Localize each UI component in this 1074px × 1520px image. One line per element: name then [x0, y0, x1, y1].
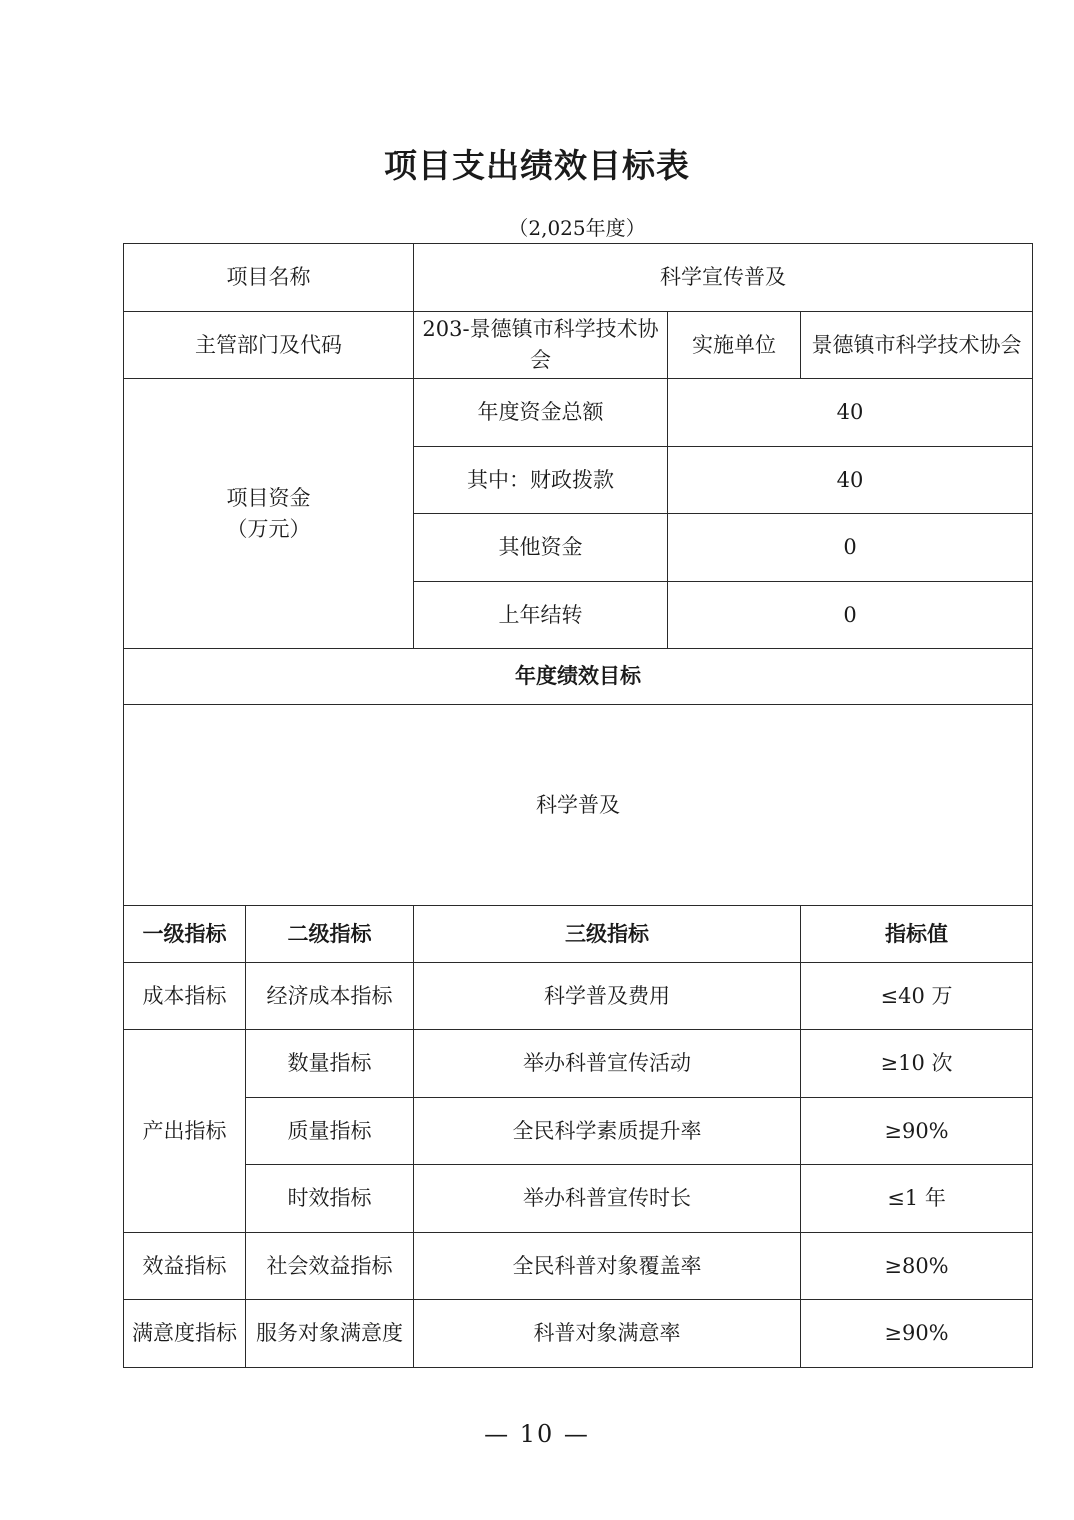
- project-name-label: 项目名称: [124, 244, 414, 312]
- benefit-value: ≥80%: [801, 1233, 1033, 1300]
- satisfaction-level2: 服务对象满意度: [246, 1300, 414, 1368]
- unit-value: 景德镇市科学技术协会: [801, 312, 1033, 379]
- funds-row-value: 40: [668, 447, 1033, 514]
- cost-level1: 成本指标: [124, 963, 246, 1030]
- output-value: ≥90%: [801, 1098, 1033, 1165]
- funds-label: 项目资金: [226, 485, 311, 510]
- indicator-header-value: 指标值: [801, 906, 1033, 963]
- funds-row-value: 0: [668, 514, 1033, 582]
- indicator-header-level1: 一级指标: [124, 906, 246, 963]
- funds-label-cell: [124, 379, 414, 649]
- benefit-level1: 效益指标: [124, 1233, 246, 1300]
- dept-value: 203-景德镇市科学技术协会: [414, 312, 668, 379]
- funds-row-label: 年度资金总额: [414, 379, 668, 447]
- benefit-level2: 社会效益指标: [246, 1233, 414, 1300]
- project-name-value: 科学宣传普及: [414, 244, 1033, 312]
- funds-row-value: 40: [668, 379, 1033, 447]
- unit-label: 实施单位: [668, 312, 801, 379]
- funds-row-label: 其中：财政拨款: [414, 447, 668, 514]
- cost-level3: 科学普及费用: [414, 963, 801, 1030]
- funds-row-value: 0: [668, 582, 1033, 649]
- satisfaction-level1: 满意度指标: [124, 1300, 246, 1368]
- cost-level2: 经济成本指标: [246, 963, 414, 1030]
- funds-row-label: 上年结转: [414, 582, 668, 649]
- output-level2: 数量指标: [246, 1030, 414, 1098]
- dept-label: 主管部门及代码: [124, 312, 414, 379]
- document-title: 项目支出绩效目标表: [384, 146, 690, 185]
- output-level2: 质量指标: [246, 1098, 414, 1165]
- output-level3: 举办科普宣传时长: [414, 1165, 801, 1233]
- output-level3: 全民科学素质提升率: [414, 1098, 801, 1165]
- output-level3: 举办科普宣传活动: [414, 1030, 801, 1098]
- benefit-level3: 全民科普对象覆盖率: [414, 1233, 801, 1300]
- output-level1: 产出指标: [124, 1030, 246, 1233]
- document-year: （2,025年度）: [508, 216, 646, 240]
- cost-value: ≤40 万: [801, 963, 1033, 1030]
- page-number: — 10 —: [484, 1420, 590, 1448]
- output-value: ≥10 次: [801, 1030, 1033, 1098]
- goals-text: 科学普及: [124, 705, 1033, 906]
- indicator-header-level3: 三级指标: [414, 906, 801, 963]
- performance-table: [123, 243, 1033, 1368]
- satisfaction-level3: 科普对象满意率: [414, 1300, 801, 1368]
- output-level2: 时效指标: [246, 1165, 414, 1233]
- output-value: ≤1 年: [801, 1165, 1033, 1233]
- indicator-header-level2: 二级指标: [246, 906, 414, 963]
- goals-header: 年度绩效目标: [124, 649, 1033, 705]
- funds-unit: （万元）: [226, 516, 311, 541]
- funds-row-label: 其他资金: [414, 514, 668, 582]
- satisfaction-value: ≥90%: [801, 1300, 1033, 1368]
